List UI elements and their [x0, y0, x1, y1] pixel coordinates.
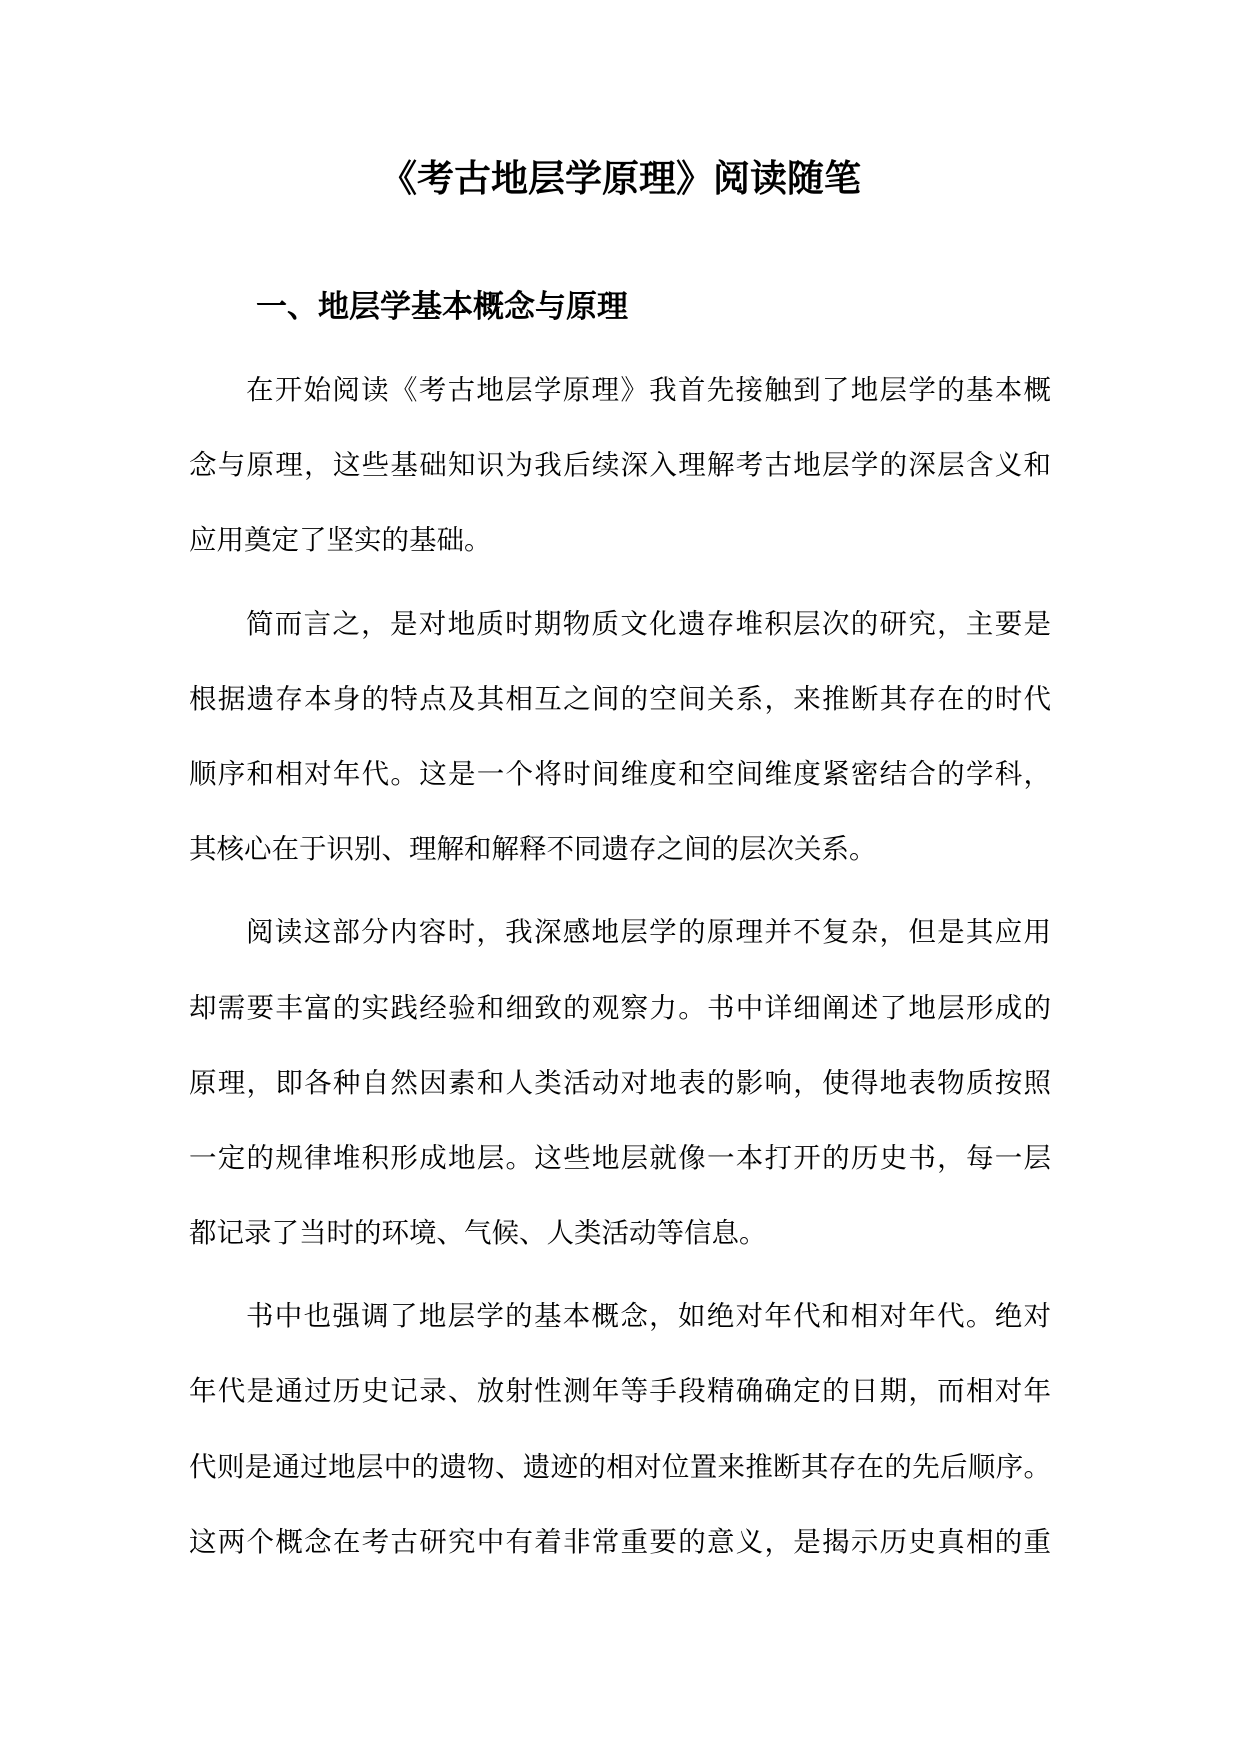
document-title: 《考古地层学原理》阅读随笔: [380, 156, 861, 200]
paragraph-line: 在开始阅读《考古地层学原理》我首先接触到了地层学的基本概: [246, 374, 1051, 406]
paragraph-line: 却需要丰富的实践经验和细致的观察力。书中详细阐述了地层形成的: [189, 991, 1051, 1024]
paragraph-line: 阅读这部分内容时，我深感地层学的原理并不复杂，但是其应用: [246, 916, 1051, 949]
paragraph-line: 书中也强调了地层学的基本概念，如绝对年代和相对年代。绝对: [246, 1300, 1051, 1333]
paragraph-line: 念与原理，这些基础知识为我后续深入理解考古地层学的深层含义和: [189, 449, 1051, 482]
paragraph-line: 应用奠定了坚实的基础。: [189, 524, 492, 557]
paragraph-line: 都记录了当时的环境、气候、人类活动等信息。: [189, 1217, 767, 1250]
body-text: [189, 360, 1051, 1595]
paragraph: [189, 360, 1051, 586]
paragraph-line: 原理，即各种自然因素和人类活动对地表的影响，使得地表物质按照: [189, 1066, 1051, 1099]
section-heading: 一、地层学基本概念与原理: [256, 289, 628, 325]
paragraph-line: 顺序和相对年代。这是一个将时间维度和空间维度紧密结合的学科，: [189, 757, 1051, 790]
paragraph-line: 代则是通过地层中的遗物、遗迹的相对位置来推断其存在的先后顺序。: [189, 1450, 1051, 1483]
paragraph-line: 这两个概念在考古研究中有着非常重要的意义，是揭示历史真相的重: [189, 1525, 1051, 1558]
paragraph: [189, 902, 1051, 1278]
paragraph-line: 根据遗存本身的特点及其相互之间的空间关系，来推断其存在的时代: [189, 682, 1051, 715]
paragraph-line: 简而言之，是对地质时期物质文化遗存堆积层次的研究，主要是: [246, 607, 1051, 640]
paragraph: [189, 1286, 1051, 1587]
paragraph-line: 其核心在于识别、理解和解释不同遗存之间的层次关系。: [189, 833, 877, 866]
paragraph-line: 年代是通过历史记录、放射性测年等手段精确确定的日期，而相对年: [189, 1375, 1051, 1408]
paragraph-line: 一定的规律堆积形成地层。这些地层就像一本打开的历史书，每一层: [189, 1141, 1051, 1174]
paragraph: [189, 594, 1051, 895]
